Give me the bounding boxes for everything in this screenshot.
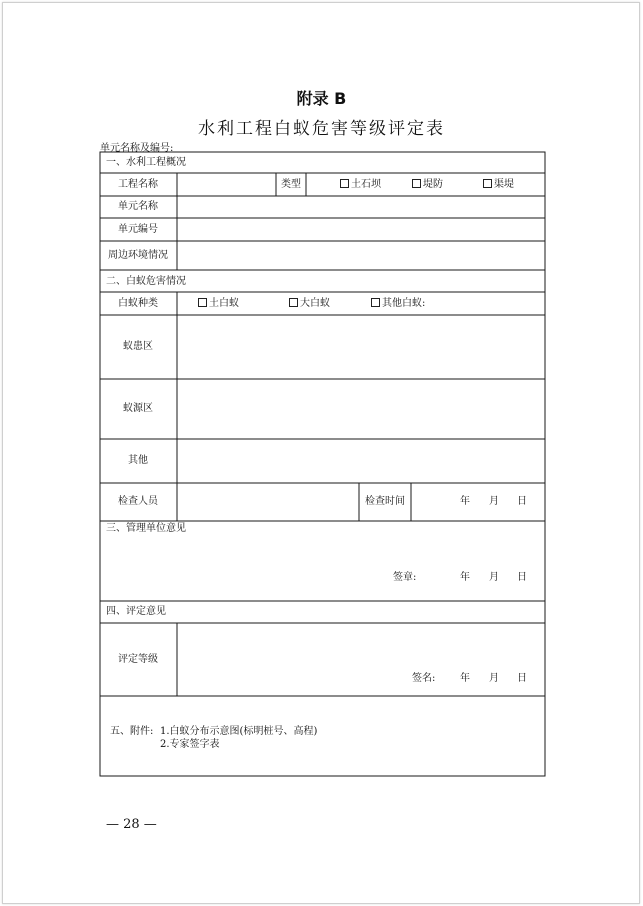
unit-number-label: 单元编号 bbox=[118, 224, 158, 235]
section4-heading: 四、评定意见 bbox=[106, 606, 166, 617]
project-name-label: 工程名称 bbox=[118, 179, 158, 190]
inspect-time-label: 检查时间 bbox=[365, 496, 405, 507]
checkbox-icon[interactable] bbox=[289, 298, 298, 307]
inspect-date-year: 年 bbox=[460, 496, 470, 507]
source-area-label: 蚁源区 bbox=[123, 403, 153, 414]
type-option-canal-embankment[interactable]: 渠堤 bbox=[483, 179, 514, 191]
inspect-date-month: 月 bbox=[489, 496, 499, 507]
section3-heading: 三、管理单位意见 bbox=[106, 523, 186, 534]
seal-date-month: 月 bbox=[489, 572, 499, 583]
sign-date-year: 年 bbox=[460, 673, 470, 684]
attachment-item-1: 1.白蚁分布示意图(标明桩号、高程) bbox=[160, 726, 318, 737]
type-label: 类型 bbox=[281, 179, 301, 190]
sign-date-day: 日 bbox=[517, 673, 527, 684]
sign-label: 签名: bbox=[412, 673, 436, 684]
checkbox-icon[interactable] bbox=[340, 179, 349, 188]
inspector-label: 检查人员 bbox=[118, 496, 158, 507]
appendix-heading: 附录 B bbox=[296, 89, 347, 108]
inspect-date-day: 日 bbox=[517, 496, 527, 507]
species-option-soil-termite[interactable]: 土白蚁 bbox=[198, 298, 239, 310]
sign-date-month: 月 bbox=[489, 673, 499, 684]
surroundings-label: 周边环境情况 bbox=[108, 250, 168, 261]
unit-name-label: 单元名称 bbox=[118, 201, 158, 212]
species-option-big-termite[interactable]: 大白蚁 bbox=[289, 298, 330, 310]
checkbox-icon[interactable] bbox=[483, 179, 492, 188]
section1-heading: 一、水利工程概况 bbox=[106, 157, 186, 168]
section5-heading: 五、附件: bbox=[110, 726, 154, 737]
seal-date-day: 日 bbox=[517, 572, 527, 583]
form-title: 水利工程白蚁危害等级评定表 bbox=[198, 119, 445, 139]
checkbox-icon[interactable] bbox=[198, 298, 207, 307]
checkbox-icon[interactable] bbox=[371, 298, 380, 307]
species-option-other[interactable]: 其他白蚁: bbox=[371, 298, 425, 310]
seal-label: 签章: bbox=[393, 572, 417, 583]
checkbox-icon[interactable] bbox=[412, 179, 421, 188]
page-number: — 28 — bbox=[106, 817, 157, 832]
habitat-area-label: 蚁患区 bbox=[123, 341, 153, 352]
species-label: 白蚁种类 bbox=[118, 298, 158, 309]
seal-date-year: 年 bbox=[460, 572, 470, 583]
grade-label: 评定等级 bbox=[118, 654, 158, 665]
type-option-levee[interactable]: 堤防 bbox=[412, 179, 443, 191]
type-option-earth-dam[interactable]: 土石坝 bbox=[340, 179, 381, 191]
attachment-item-2: 2.专家签字表 bbox=[160, 739, 220, 750]
section2-heading: 二、白蚁危害情况 bbox=[106, 276, 186, 287]
unit-caption: 单元名称及编号: bbox=[100, 143, 174, 154]
form-border bbox=[100, 152, 545, 776]
other-label: 其他 bbox=[128, 455, 148, 466]
